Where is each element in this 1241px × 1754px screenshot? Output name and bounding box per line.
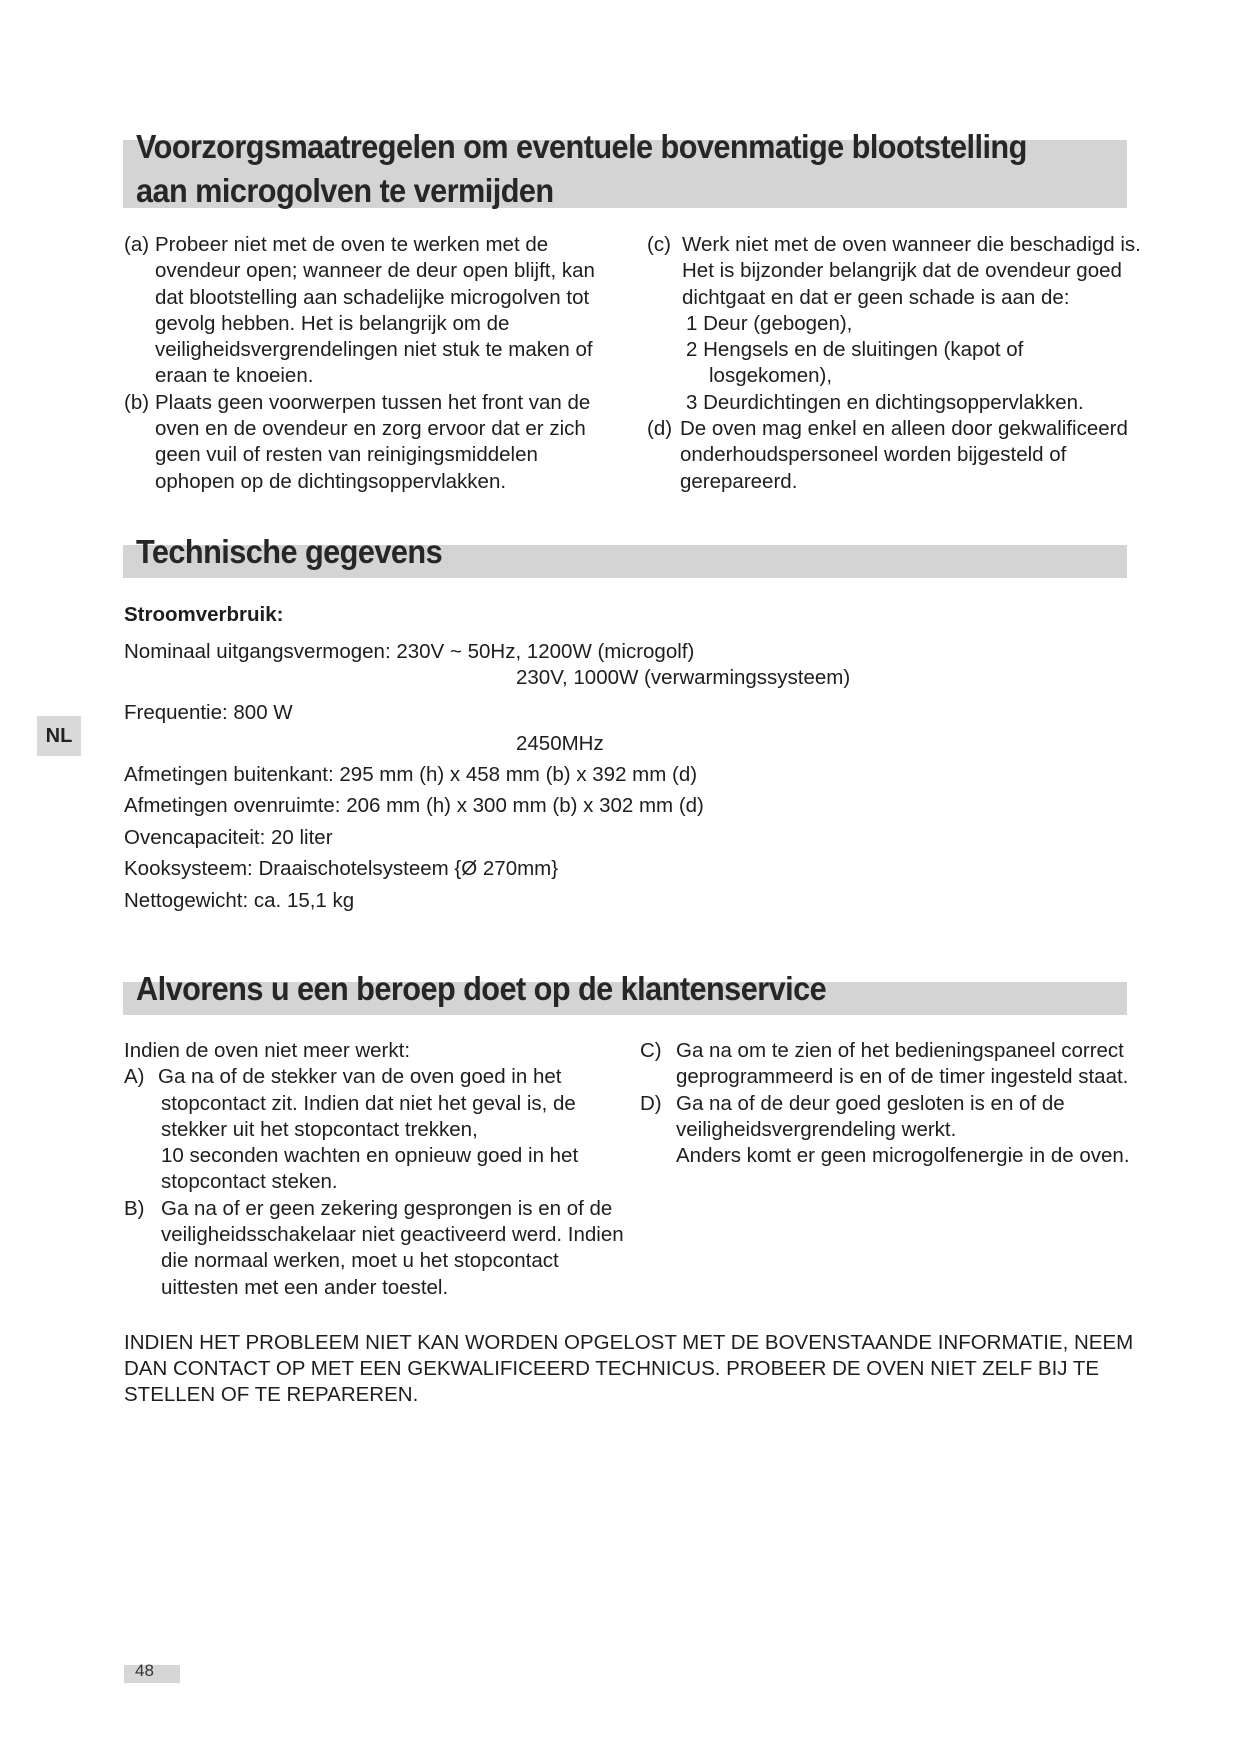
service-right-column <box>640 1038 1130 1169</box>
list-item <box>124 232 614 390</box>
item-text: Ga na of de stekker van de oven goed in het stopcontact zit. Indien dat niet het geval is, de stekker uit het stopcontact trekken, <box>158 1065 576 1141</box>
section-title-tech: Technische gegevens <box>136 533 443 570</box>
item-label: A) <box>124 1065 145 1089</box>
item-text: Ga na om te zien of het bedieningspaneel correct geprogrammeerd is en of de timer ingesteld staat. <box>676 1039 1129 1089</box>
spec-line: Kooksysteem: Draaischotelsysteem {Ø 270mm} <box>124 857 559 880</box>
list-item <box>647 416 1142 495</box>
list-item <box>124 390 614 495</box>
service-left-column <box>124 1038 624 1301</box>
item-label: B) <box>124 1196 145 1220</box>
spec-line: Nettogewicht: ca. 15,1 kg <box>124 889 355 912</box>
precautions-left-column <box>124 232 614 495</box>
list-item <box>647 232 1142 416</box>
section-title-precautions <box>136 125 1027 213</box>
title-line: Voorzorgsmaatregelen om eventuele bovenmatige blootstelling <box>136 128 1027 165</box>
spec-line: Afmetingen buitenkant: 295 mm (h) x 458 mm (b) x 392 mm (d) <box>124 763 698 786</box>
sub-item: 2 Hengsels en de sluitingen (kapot of <box>686 338 1024 362</box>
sub-item: losgekomen), <box>709 364 833 388</box>
item-label: (a) <box>124 233 150 256</box>
language-badge: NL <box>37 716 81 756</box>
spec-line: Frequentie: 800 W <box>124 701 293 724</box>
section-title-service: Alvorens u een beroep doet op de klantenservice <box>136 970 827 1007</box>
page-number: 48 <box>135 1661 154 1680</box>
sub-item: 3 Deurdichtingen en dichtingsoppervlakken. <box>686 390 1084 414</box>
spec-line: Nominaal uitgangsvermogen: 230V ~ 50Hz, 1200W (microgolf) <box>124 640 695 663</box>
item-label: C) <box>640 1039 662 1062</box>
item-text: Plaats geen voorwerpen tussen het front van de oven en de ovendeur en zorg ervoor dat er zich geen vuil of resten van reinigingsmiddelen ophopen op de dichtingsoppervlakken. <box>155 390 591 493</box>
spec-line: Ovencapaciteit: 20 liter <box>124 826 333 849</box>
item-label: (c) <box>647 233 671 256</box>
spec-line: 2450MHz <box>516 732 604 755</box>
item-text: Probeer niet met de oven te werken met de ovendeur open; wanneer de deur open blijft, kan dat blootstelling aan schadelijke microgolven tot gevolg hebben. Het is belangrijk om de veiligheidsvergrendelingen niet stuk te maken of eraan te knoeien. <box>155 233 595 388</box>
warning-text: INDIEN HET PROBLEEM NIET KAN WORDEN OPGELOST MET DE BOVENSTAANDE INFORMATIE, NEEM DAN CONTACT OP MET EEN GEKWALIFICEERD TECHNICUS. PROBEER DE OVEN NIET ZELF BIJ TE STELLEN OF TE REPAREREN. <box>124 1331 1134 1406</box>
precautions-right-column <box>647 232 1142 495</box>
item-text: Werk niet met de oven wanneer die beschadigd is. Het is bijzonder belangrijk dat de ovendeur goed dichtgaat en dat er geen schade is aan de: <box>682 233 1141 309</box>
list-item <box>124 1196 624 1301</box>
list-item <box>640 1038 1130 1091</box>
item-text: 10 seconden wachten en opnieuw goed in het stopcontact steken. <box>161 1144 579 1194</box>
spec-heading: Stroomverbruik: <box>124 603 284 626</box>
item-text: De oven mag enkel en alleen door gekwalificeerd onderhoudspersoneel worden bijgesteld of gerepareerd. <box>680 417 1128 493</box>
title-line: aan microgolven te vermijden <box>136 172 554 209</box>
list-item <box>124 1064 624 1195</box>
item-text: Ga na of er geen zekering gesprongen is en of de veiligheidsschakelaar niet geactiveerd werd. Indien die normaal werken, moet u het stopcontact uittesten met een ander toestel. <box>161 1196 624 1299</box>
intro-text: Indien de oven niet meer werkt: <box>124 1039 411 1062</box>
item-text: Anders komt er geen microgolfenergie in de oven. <box>676 1144 1130 1168</box>
sub-item: 1 Deur (gebogen), <box>686 311 853 335</box>
item-label: (d) <box>647 417 673 441</box>
item-label: D) <box>640 1091 662 1115</box>
item-text: Ga na of de deur goed gesloten is en of de veiligheidsvergrendeling werkt. <box>676 1091 1065 1141</box>
item-label: (b) <box>124 390 150 414</box>
list-item <box>640 1091 1130 1170</box>
spec-line: 230V, 1000W (verwarmingssysteem) <box>516 666 851 689</box>
spec-line: Afmetingen ovenruimte: 206 mm (h) x 300 mm (b) x 302 mm (d) <box>124 794 704 817</box>
